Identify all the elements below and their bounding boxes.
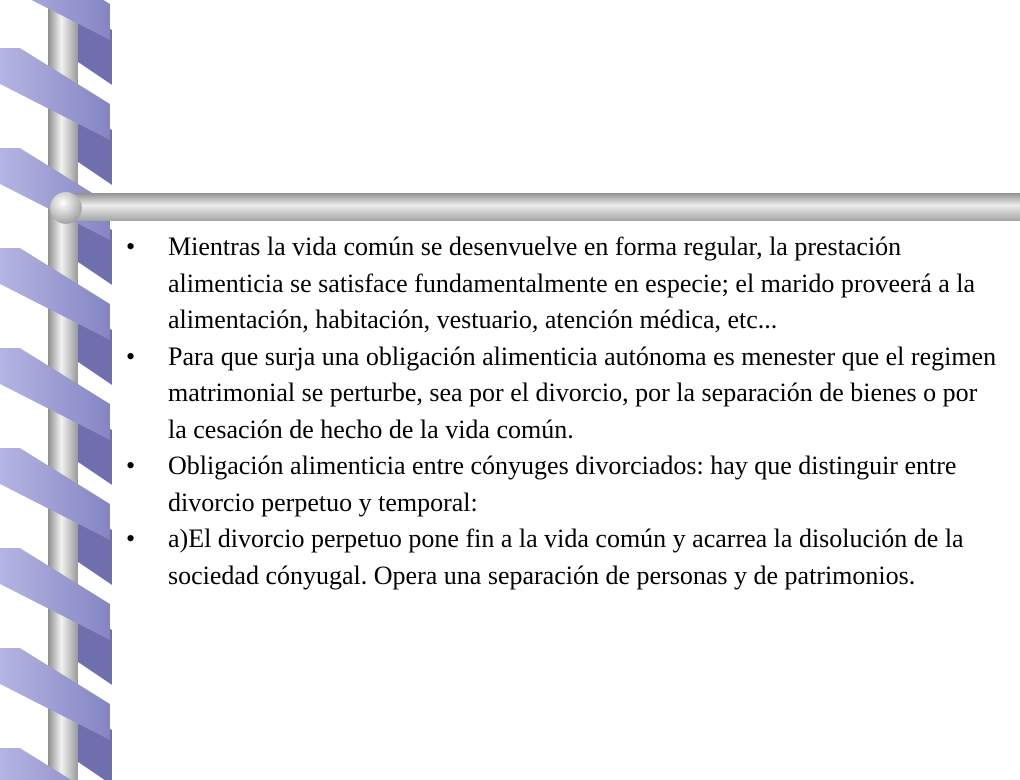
bullet-item-1 (122, 229, 1002, 339)
horizontal-bar (62, 193, 1020, 221)
bullet-text: Para que surja una obligación alimenticia autónoma es menester que el regimen matrimonial se perturbe, sea por el divorcio, por la separación de bienes o por la cesación de hecho de la vida común. (168, 341, 997, 444)
bullet-dot: • (126, 451, 136, 480)
bullet-dot: • (126, 341, 136, 371)
bar-knob (50, 192, 82, 224)
bullet-dot: • (126, 524, 136, 553)
bullet-item-4 (122, 521, 1002, 594)
bullet-text: Obligación alimenticia entre cónyuges divorciados: hay que distinguir entre divorcio perpetuo y temporal: (168, 451, 957, 517)
bullet-item-3 (122, 448, 1002, 521)
slide-body (122, 229, 1002, 594)
bullet-list (122, 229, 1002, 594)
bullet-item-2 (122, 339, 1002, 449)
bullet-text: Mientras la vida común se desenvuelve en forma regular, la prestación alimenticia se satisface fundamentalmente en especie; el marido proveerá a la alimentación, habitación, vestuario, atención médica, etc... (168, 232, 976, 334)
bullet-dot: • (126, 232, 136, 261)
bullet-text: a)El divorcio perpetuo pone fin a la vida común y acarrea la disolución de la sociedad cónyugal. Opera una separación de personas y de patrimonios. (168, 524, 964, 590)
